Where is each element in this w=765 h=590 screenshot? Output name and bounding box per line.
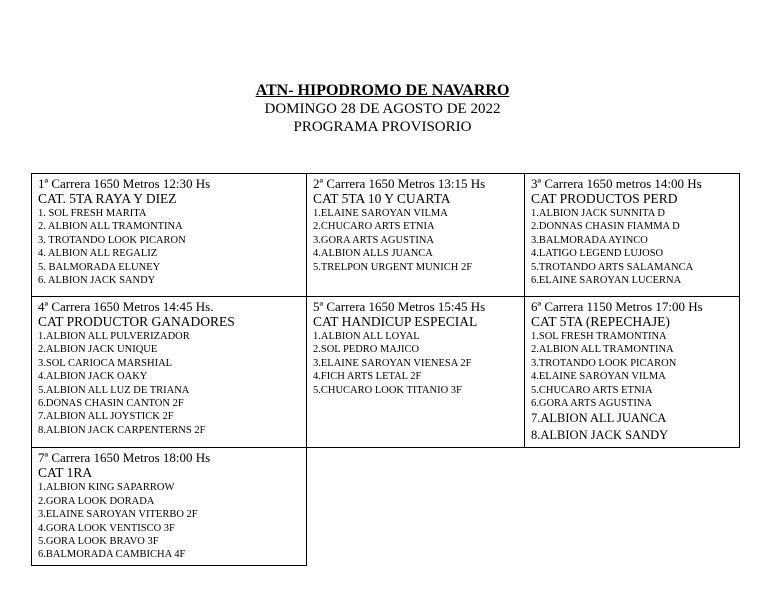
list-item: 4.FICH ARTS LETAL 2F	[313, 371, 422, 383]
list-item: 4. ALBION ALL REGALIZ	[38, 248, 158, 260]
list-item: 3.ELAINE SAROYAN VIENESA 2F	[313, 357, 472, 369]
race-program-table	[31, 173, 740, 566]
list-item: 7.ALBION ALL JUANCA	[531, 411, 667, 426]
list-item: 7.ALBION ALL JOYSTICK 2F	[38, 411, 174, 423]
entry-list	[531, 330, 733, 444]
document-date: DOMINGO 28 DE AGOSTO DE 2022	[264, 101, 501, 117]
list-item: 4.GORA LOOK VENTISCO 3F	[38, 522, 175, 534]
race-category: CAT. 5TA RAYA Y DIEZ	[38, 191, 177, 206]
list-item: 2.CHUCARO ARTS ETNIA	[313, 221, 435, 233]
race-title: 1ª Carrera 1650 Metros 12:30 Hs	[38, 176, 211, 191]
list-item: 6.GORA ARTS AGUSTINA	[531, 398, 653, 410]
list-item: 2.ALBION ALL TRAMONTINA	[531, 344, 674, 356]
list-item: 2.DONNAS CHASIN FIAMMA D	[531, 221, 680, 233]
list-item: 4.ELAINE SAROYAN VILMA	[531, 371, 666, 383]
list-item: 2.SOL PEDRO MAJICO	[313, 344, 420, 356]
list-item: 2. ALBION ALL TRAMONTINA	[38, 221, 183, 233]
document-subtitle: PROGRAMA PROVISORIO	[293, 119, 472, 135]
list-item: 2.GORA LOOK DORADA	[38, 495, 155, 507]
table-row	[32, 174, 740, 297]
race-category: CAT 1RA	[38, 465, 93, 481]
empty-cell	[525, 448, 740, 565]
list-item: 5. BALMORADA ELUNEY	[38, 261, 161, 273]
entry-list	[313, 330, 518, 397]
race-category: CAT PRODUCTOS PERD	[531, 191, 678, 206]
race-title: 4ª Carrera 1650 Metros 14:45 Hs.	[38, 299, 214, 314]
document-title: ATN- HIPODROMO DE NAVARRO	[255, 82, 510, 99]
race-title: 3ª Carrera 1650 metros 14:00 Hs	[531, 176, 702, 191]
race-cell-5	[307, 297, 525, 448]
list-item: 1. SOL FRESH MARITA	[38, 208, 147, 219]
race-cell-2	[307, 174, 525, 297]
race-cell-6	[525, 297, 740, 448]
list-item: 3. TROTANDO LOOK PICARON	[38, 234, 186, 246]
list-item: 6. ALBION JACK SANDY	[38, 275, 156, 287]
list-item: 1.ALBION JACK SUNNITA D	[531, 208, 665, 219]
entry-list	[38, 481, 300, 561]
list-item: 3.ELAINE SAROYAN VITERBO 2F	[38, 509, 198, 521]
list-item: 8.ALBION JACK CARPENTERNS 2F	[38, 424, 206, 436]
list-item: 5.TROTANDO ARTS SALAMANCA	[531, 261, 694, 273]
race-category: CAT 5TA 10 Y CUARTA	[313, 191, 451, 206]
list-item: 3.BALMORADA AYINCO	[531, 234, 648, 246]
race-cell-4	[32, 297, 307, 448]
list-item: 3.SOL CARIOCA MARSHIAL	[38, 357, 173, 369]
list-item: 1.ELAINE SAROYAN VILMA	[313, 208, 448, 219]
entry-list	[38, 207, 300, 287]
list-item: 4.LATIGO LEGEND LUJOSO	[531, 248, 664, 260]
list-item: 6.DONAS CHASIN CANTON 2F	[38, 398, 184, 410]
list-item: 1.ALBION KING SAPARROW	[38, 482, 175, 494]
race-title: 6ª Carrera 1150 Metros 17:00 Hs	[531, 299, 703, 314]
list-item: 1.ALBION ALL PULVERIZADOR	[38, 331, 190, 342]
race-title: 7ª Carrera 1650 Metros 18:00 Hs	[38, 450, 211, 466]
entry-list	[38, 330, 300, 437]
list-item: 5.GORA LOOK BRAVO 3F	[38, 536, 159, 548]
entry-list	[313, 207, 518, 274]
list-item: 4.ALBION ALLS JUANCA	[313, 248, 433, 260]
list-item: 8.ALBION JACK SANDY	[531, 428, 669, 443]
race-cell-7	[32, 448, 307, 565]
document-header	[0, 82, 765, 136]
table-row	[32, 448, 740, 565]
list-item: 6.ELAINE SAROYAN LUCERNA	[531, 275, 682, 287]
list-item: 2.ALBION JACK UNIQUE	[38, 344, 158, 356]
race-category: CAT 5TA (REPECHAJE)	[531, 314, 670, 329]
list-item: 5.CHUCARO LOOK TITANIO 3F	[313, 384, 462, 396]
empty-cell	[307, 448, 525, 565]
list-item: 5.CHUCARO ARTS ETNIA	[531, 384, 653, 396]
list-item: 6.BALMORADA CAMBICHA 4F	[38, 549, 186, 561]
race-category: CAT HANDICUP ESPECIAL	[313, 314, 478, 329]
list-item: 3.GORA ARTS AGUSTINA	[313, 234, 435, 246]
list-item: 3.TROTANDO LOOK PICARON	[531, 357, 677, 369]
race-title: 5ª Carrera 1650 Metros 15:45 Hs	[313, 299, 486, 314]
race-category: CAT PRODUCTOR GANADORES	[38, 314, 235, 329]
list-item: 5.TRELPON URGENT MUNICH 2F	[313, 261, 473, 273]
list-item: 4.ALBION JACK OAKY	[38, 371, 148, 383]
list-item: 5.ALBION ALL LUZ DE TRIANA	[38, 384, 190, 396]
list-item: 1.ALBION ALL LOYAL	[313, 331, 420, 342]
race-cell-3	[525, 174, 740, 297]
race-title: 2ª Carrera 1650 Metros 13:15 Hs	[313, 176, 486, 191]
table-row	[32, 297, 740, 448]
entry-list	[531, 207, 733, 287]
list-item: 1.SOL FRESH TRAMONTINA	[531, 331, 667, 342]
race-cell-1	[32, 174, 307, 297]
